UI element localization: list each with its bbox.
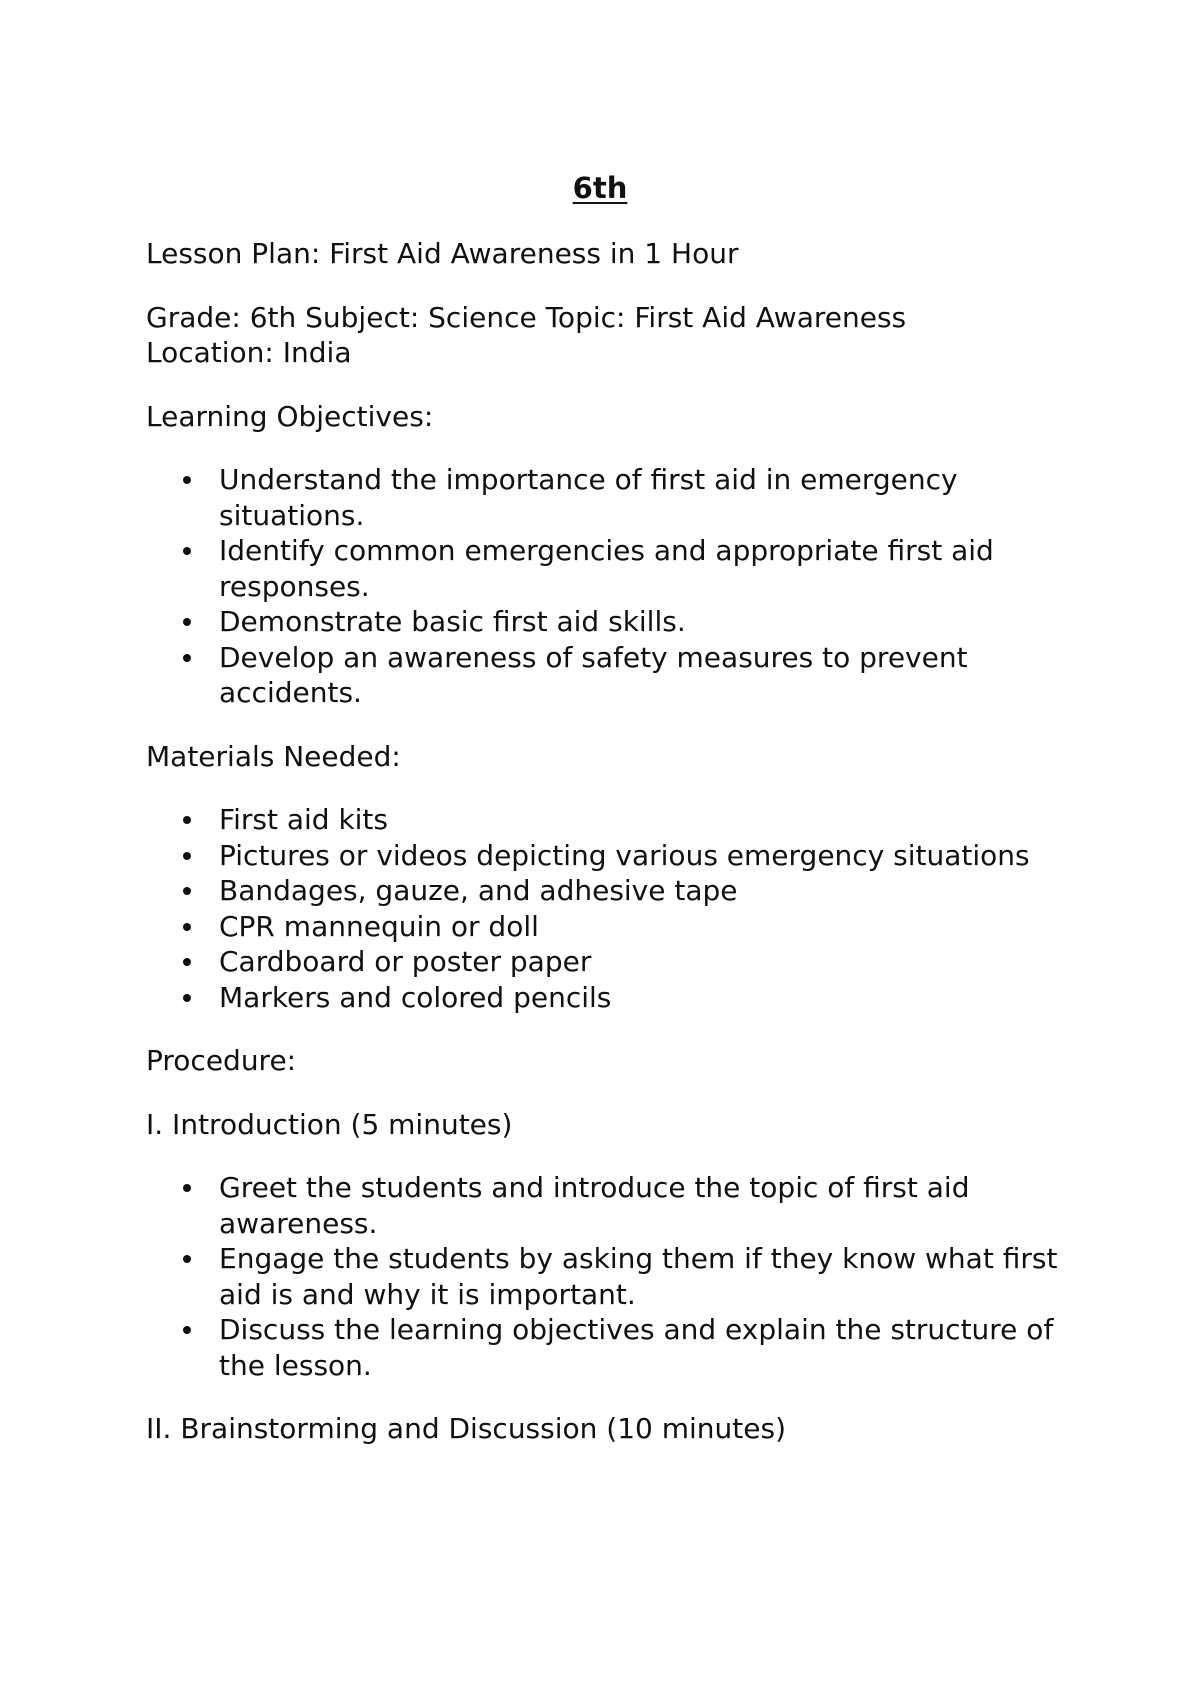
document-body — [146, 236, 1076, 1475]
page-heading: 6th — [572, 171, 628, 205]
list-item — [219, 1241, 1076, 1312]
list-item-text: Markers and colored pencils — [219, 980, 612, 1014]
list-item — [219, 1312, 1076, 1383]
list-item — [219, 873, 1076, 909]
list-item — [219, 909, 1076, 945]
list-item-text: First aid kits — [219, 803, 388, 836]
list-item-text: Understand the importance of first aid in emergency situations. — [219, 463, 958, 532]
objectives-list — [146, 462, 1076, 711]
bullet-icon — [183, 476, 191, 484]
list-item — [219, 944, 1076, 980]
list-item-text: Engage the students by asking them if they know what first aid is and why it is important. — [219, 1242, 1058, 1311]
materials-list — [146, 802, 1076, 1015]
list-item-text: Demonstrate basic first aid skills. — [219, 605, 686, 638]
bullet-icon — [183, 816, 191, 824]
list-item-text: Develop an awareness of safety measures to prevent accidents. — [219, 640, 968, 709]
introduction-list — [146, 1170, 1076, 1383]
list-item — [219, 838, 1076, 874]
list-item-text: CPR mannequin or doll — [219, 909, 539, 943]
bullet-icon — [183, 887, 191, 895]
bullet-icon — [183, 923, 191, 931]
introduction-heading: I. Introduction (5 minutes) — [146, 1107, 513, 1141]
procedure-heading: Procedure: — [146, 1044, 297, 1077]
list-item — [219, 462, 1076, 533]
bullet-icon — [183, 958, 191, 966]
bullet-icon — [183, 994, 191, 1002]
lesson-location-line: Location: India — [146, 336, 352, 369]
brainstorming-heading: II. Brainstorming and Discussion (10 minutes) — [146, 1412, 787, 1445]
list-item — [219, 980, 1076, 1016]
list-item — [219, 604, 1076, 640]
list-item — [219, 533, 1076, 604]
list-item-text: Bandages, gauze, and adhesive tape — [219, 874, 738, 907]
bullet-icon — [183, 1184, 191, 1192]
list-item — [219, 640, 1076, 711]
materials-heading: Materials Needed: — [146, 739, 401, 773]
list-item-text: Discuss the learning objectives and explain the structure of the lesson. — [219, 1313, 1054, 1382]
bullet-icon — [183, 852, 191, 860]
lesson-meta — [146, 300, 1076, 371]
list-item — [219, 802, 1076, 838]
list-item — [219, 1170, 1076, 1241]
bullet-icon — [183, 1326, 191, 1334]
bullet-icon — [183, 1255, 191, 1263]
list-item-text: Pictures or videos depicting various emergency situations — [219, 838, 1030, 872]
list-item-text: Greet the students and introduce the topic of first aid awareness. — [219, 1171, 970, 1240]
list-item-text: Cardboard or poster paper — [219, 945, 592, 978]
objectives-heading: Learning Objectives: — [146, 399, 434, 433]
bullet-icon — [183, 547, 191, 555]
bullet-icon — [183, 618, 191, 626]
lesson-meta-line: Grade: 6th Subject: Science Topic: First Aid Awareness — [146, 300, 907, 334]
bullet-icon — [183, 654, 191, 662]
list-item-text: Identify common emergencies and appropriate first aid responses. — [219, 534, 994, 603]
lesson-title: Lesson Plan: First Aid Awareness in 1 Hour — [146, 237, 739, 270]
